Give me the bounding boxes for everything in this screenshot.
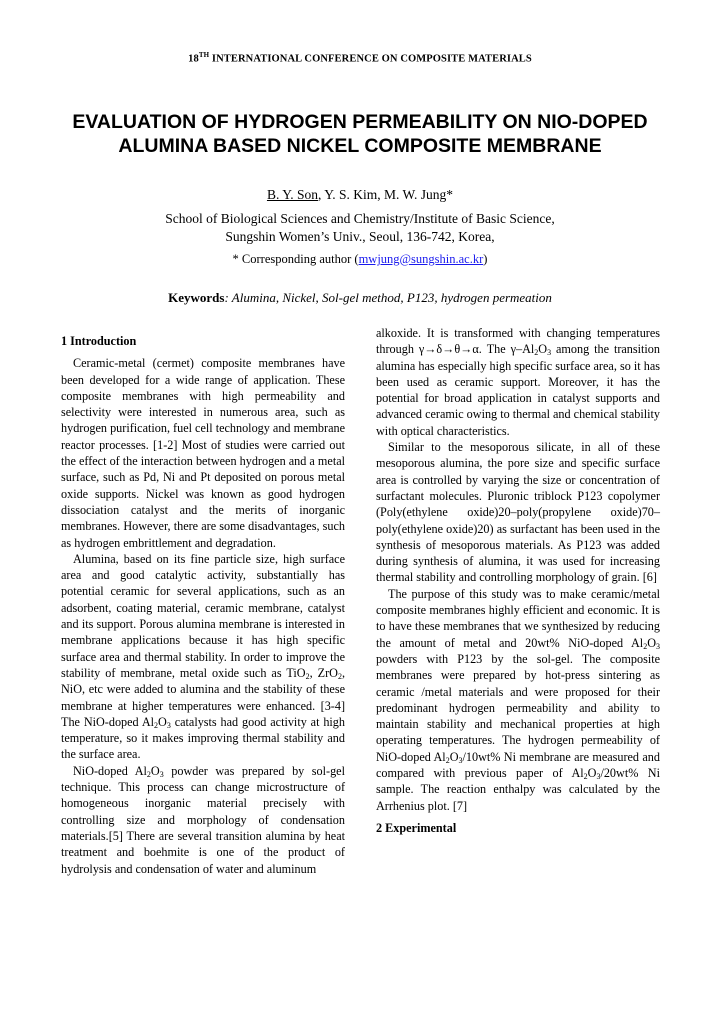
- text-run: powder was prepared by sol-gel technique. This process can change microstructure of homogeneous inorganic material precisely with controlling size and morphology of condensation materials.[5] There are several transition alumina by heat treatment and boehmite is one of the product of hydrolysis and condensation of water and aluminum: [61, 763, 345, 876]
- text-run: Alumina, based on its fine particle size, high surface area and good catalytic activity, substantially has potential ceramic for several applications, such as an adsorbent, coating material, ceramic membrane, catalyst and its support. Porous alumina membrane is interested in membrane applications because it has high specific surface area and thermal stability. In order to improve the stability of membrane, metal oxide such as TiO: [61, 551, 345, 680]
- subscript: 2: [146, 769, 151, 779]
- section-heading-introduction: 1 Introduction: [61, 334, 137, 348]
- subscript: 2: [445, 755, 450, 765]
- text-run: powders with P123 by the sol-gel. The composite membranes were prepared by hot-press sintering as ceramic /metal materials and were proposed for their predominant hydrogen permeability and ability to maintain stability and mechanical properties at high operating temperatures. The hydrogen permeability of NiO-doped Al: [376, 651, 660, 764]
- text-run: among the transition alumina has especially high specific surface area, so it has been used as ceramic support. Moreover, it has the potential for broad application in catalyst supports and advanced ceramic owing to thermal and chemical stability with optical characteristics.: [376, 342, 660, 438]
- subscript: 2: [305, 671, 310, 681]
- first-author: B. Y. Son: [266, 187, 318, 202]
- affiliation-line-2: Sungshin Women’s Univ., Seoul, 136-742, Korea,: [225, 229, 495, 244]
- paper-title: EVALUATION OF HYDROGEN PERMEABILITY ON NIO-DOPED ALUMINA BASED NICKEL COMPOSITE MEMBRANE: [72, 111, 648, 157]
- header-superscript: TH: [198, 51, 210, 59]
- corresponding-author: [0, 252, 720, 267]
- text-run: O: [587, 766, 597, 781]
- subscript: 2: [643, 641, 648, 651]
- affiliation-line-1: School of Biological Sciences and Chemistry/Institute of Basic Science,: [165, 211, 555, 226]
- other-authors: , Y. S. Kim, M. W. Jung*: [317, 187, 454, 202]
- text-run: alkoxide. It is transformed with changing temperatures through γ→δ→θ→α. The γ–Al: [376, 326, 660, 357]
- subscript: 3: [458, 755, 463, 765]
- text-run: The purpose of this study was to make ceramic/metal composite membranes highly efficient and economic. It is to have these membranes that we synthesized by reducing the amount of metal and 20wt% NiO-doped Al: [376, 586, 660, 650]
- text-run: /10wt% Ni membrane are measured and compared with previous paper of Al: [376, 749, 660, 781]
- header-text: INTERNATIONAL CONFERENCE ON COMPOSITE MATERIALS: [209, 53, 532, 65]
- subscript: 3: [656, 641, 660, 651]
- corresponding-suffix: ): [483, 252, 488, 266]
- paragraph: Similar to the mesoporous silicate, in all of these mesoporous alumina, the pore size and specific surface area is controlled by varying the size or concentration of surfactant molecules. Pluronic triblock P123 copolymer (Poly(ethylene oxide)20–poly(propylene oxide)70–poly(ethylene oxide)20) as surfactant has been used in the synthesis of mesoporous materials. As P123 was added during synthesis of alumina, it was used for increasing thermal stability and controlling morphology of grain. [6]: [376, 440, 660, 585]
- subscript: 2: [583, 772, 588, 782]
- conference-header: [0, 51, 720, 65]
- email-link[interactable]: mwjung@sungshin.ac.kr: [358, 252, 484, 266]
- affiliation: [0, 210, 720, 246]
- subscript: 3: [166, 720, 171, 730]
- subscript: 3: [159, 769, 164, 779]
- subscript: 2: [534, 348, 539, 358]
- text-run: O: [150, 763, 160, 778]
- paragraph: [61, 551, 345, 763]
- text-run: O: [647, 635, 656, 650]
- corresponding-prefix: * Corresponding author (: [232, 252, 359, 266]
- text-run: /20wt% Ni sample. The reaction enthalpy was calculated by the Arrhenius plot. [7]: [376, 766, 660, 813]
- paragraph: [376, 586, 660, 814]
- right-column: [376, 325, 660, 836]
- text-run: O: [449, 749, 459, 764]
- subscript: 2: [154, 720, 159, 730]
- keywords: [0, 290, 720, 306]
- header-number: 18: [188, 53, 199, 65]
- left-column: [61, 325, 345, 877]
- keywords-text: : Alumina, Nickel, Sol-gel method, P123, hydrogen permeation: [224, 290, 552, 305]
- keywords-label: Keywords: [168, 290, 225, 305]
- subscript: 2: [337, 671, 342, 681]
- text-run: , ZrO: [309, 665, 338, 680]
- paragraph: [61, 763, 345, 877]
- section-heading-experimental: 2 Experimental: [376, 820, 457, 835]
- text-run: , NiO, etc were added to alumina and the stability of these membrane at higher temperatures were enhanced. [3-4] The NiO-doped Al: [61, 665, 345, 729]
- subscript: 3: [596, 772, 601, 782]
- text-run: catalysts had good activity at high temperature, so it makes improving thermal stability and the surface area.: [61, 714, 345, 762]
- paragraph: [376, 325, 660, 439]
- author-list: [0, 187, 720, 203]
- subscript: 3: [547, 348, 552, 358]
- text-run: O: [538, 342, 548, 357]
- text-run: NiO-doped Al: [73, 763, 147, 778]
- text-run: O: [158, 714, 167, 729]
- paragraph: Ceramic-metal (cermet) composite membranes have been developed for a wide range of application. These composite membranes with high permeability and selectivity were interested in numerous area, such as hydrogen purification, fuel cell technology and membrane reactor processes. [1-2] Most of studies were carried out the effect of the interaction between hydrogen and a metal surface, such as Pd, Ni and Pt deposited on porous metal oxide supports. Nickel was known as good hydrogen dissociation catalyst and the merits of inorganic membranes. However, there are some disadvantages, such as hydrogen embrittlement and degradation.: [61, 356, 345, 550]
